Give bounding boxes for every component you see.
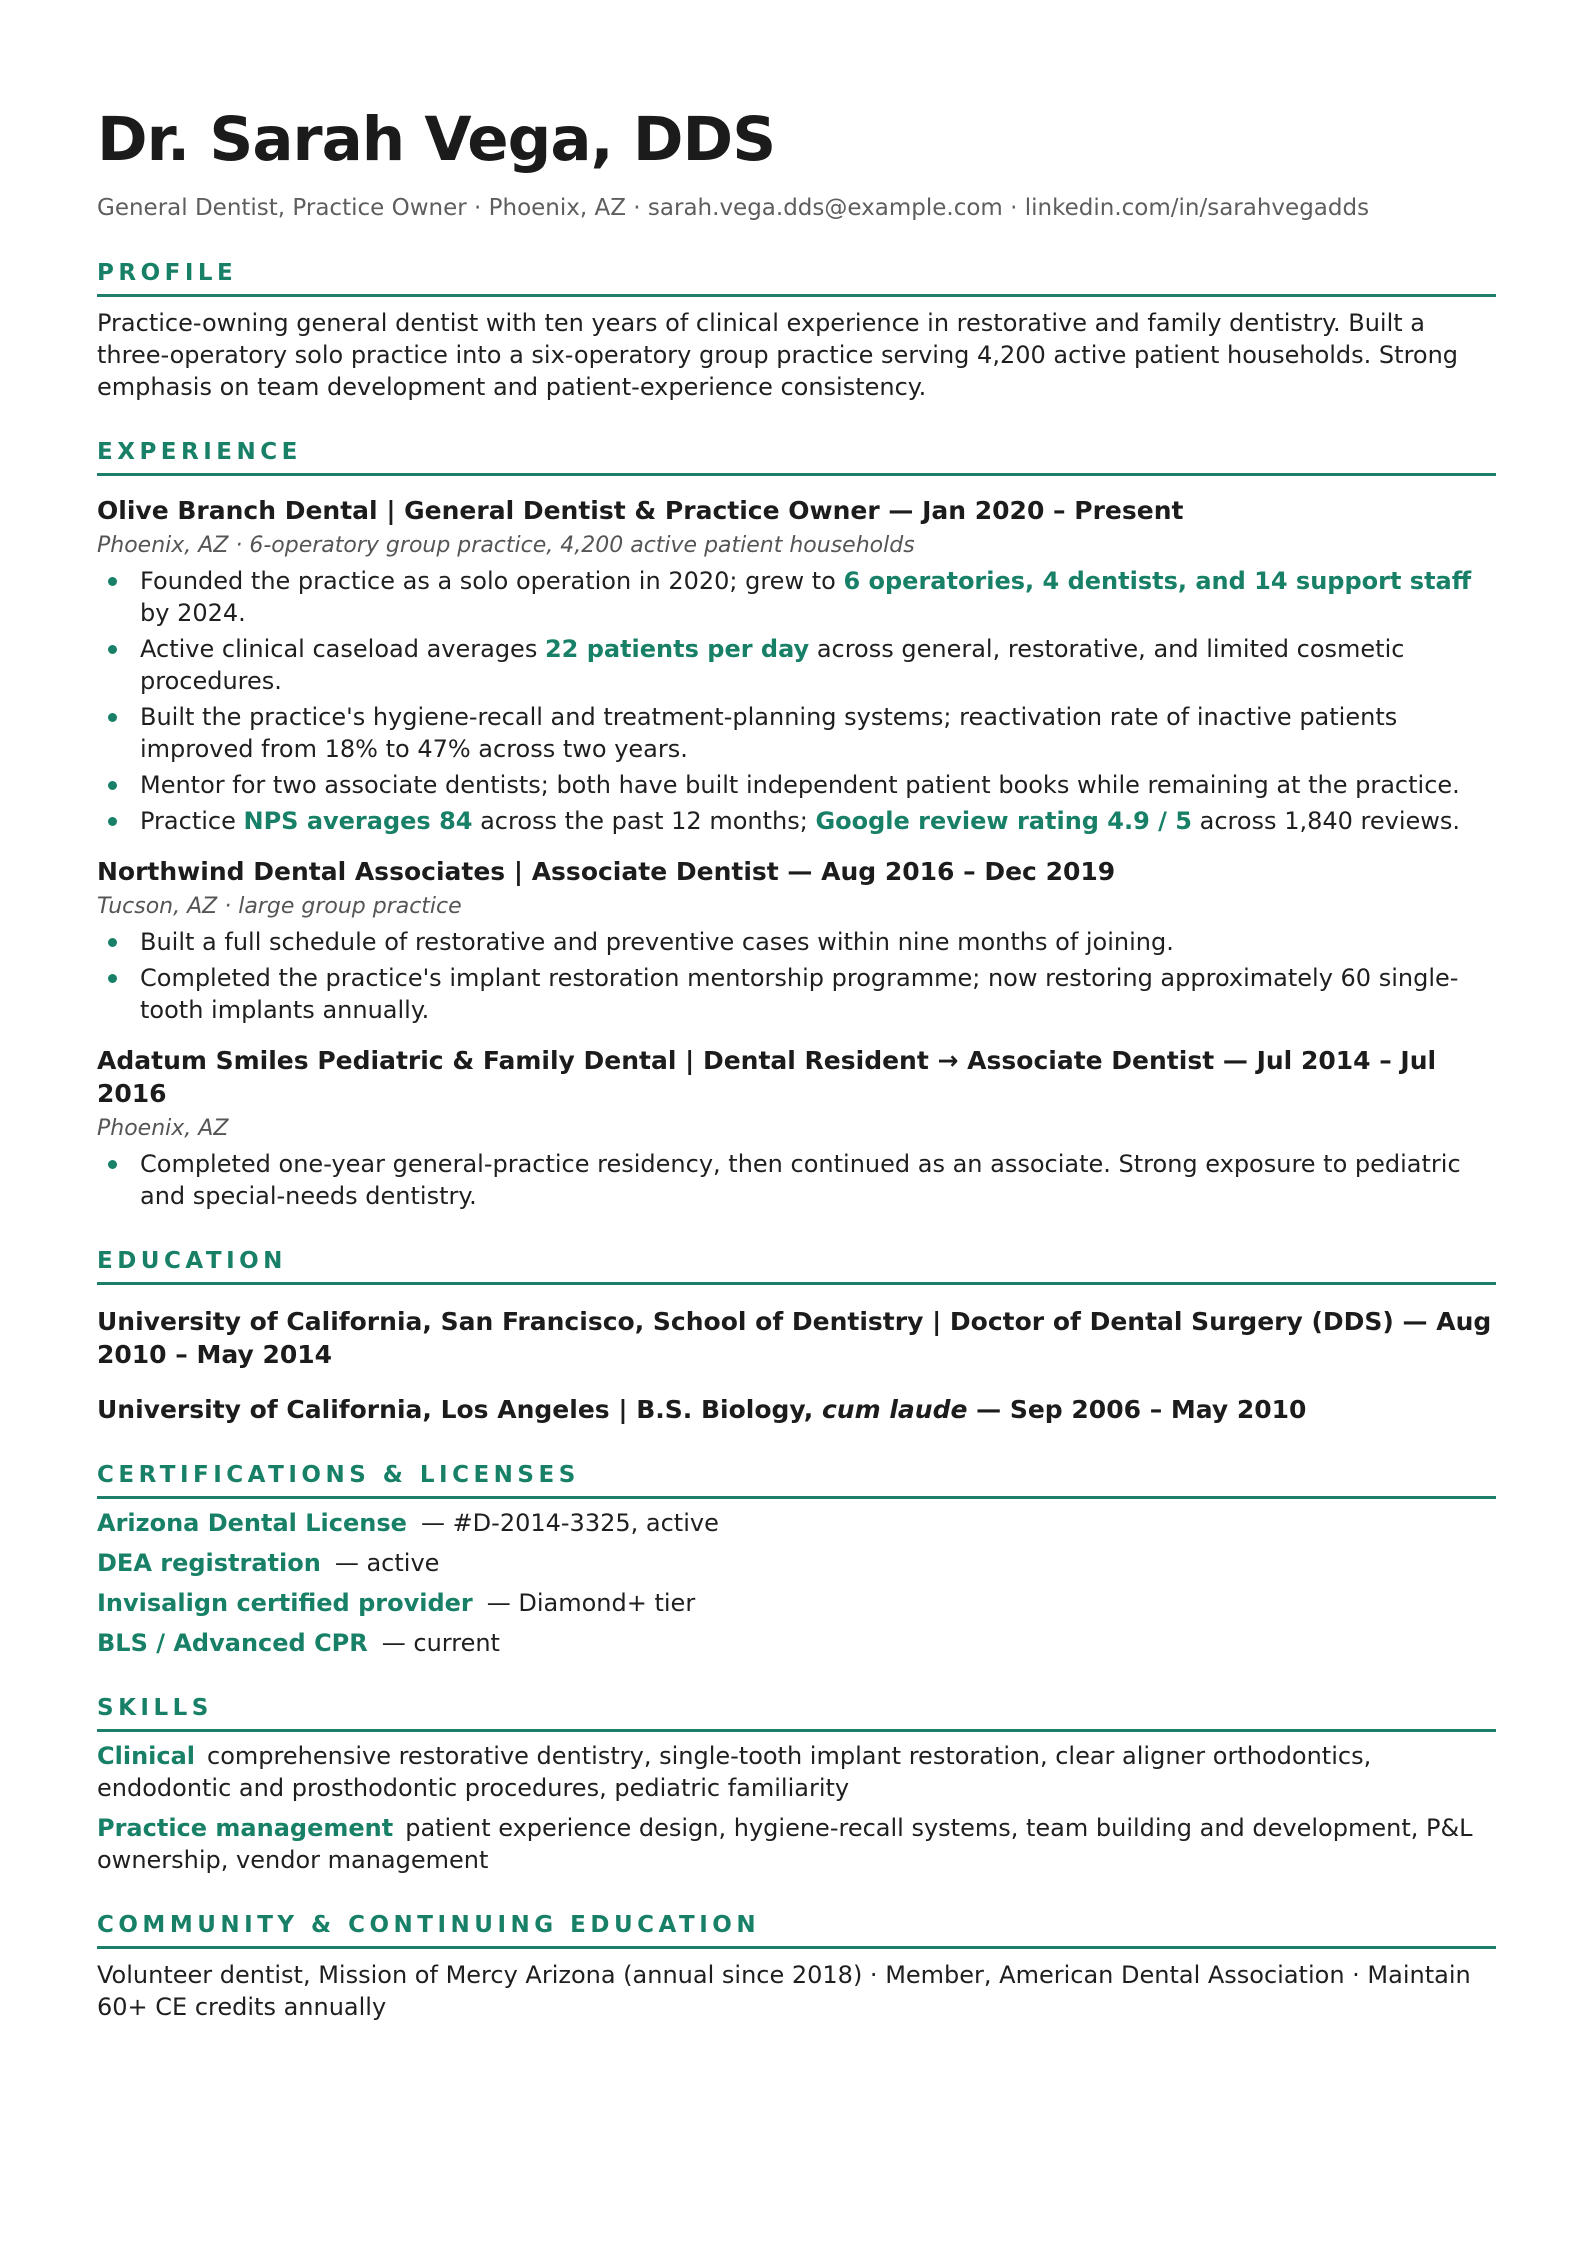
certification-item [97, 1627, 1496, 1659]
community-text: Volunteer dentist, Mission of Mercy Arizona (annual since 2018) · Member, American Dental Association · Maintain 60+ CE credits annually [97, 1961, 1471, 2021]
certification-item [97, 1587, 1496, 1619]
candidate-name: Dr. Sarah Vega, DDS [97, 104, 776, 175]
education-item: University of California, San Francisco, School of Dentistry | Doctor of Dental Surgery (DDS) — Aug 2010 – May 2014 [97, 1307, 1492, 1369]
bullet-item: Built the practice's hygiene-recall and treatment-planning systems; reactivation rate of inactive patients improved from 18% to 47% across two years. [97, 701, 1496, 765]
certification-detail: — #D-2014-3325, active [420, 1509, 719, 1537]
skill-group [97, 1812, 1496, 1876]
skill-group-name: Clinical [97, 1742, 196, 1770]
highlight: 6 operatories, 4 dentists, and 14 support staff [843, 567, 1472, 595]
job-entry [97, 855, 1496, 1026]
bullet-item: Mentor for two associate dentists; both have built independent patient books while remaining at the practice. [97, 769, 1496, 801]
community-section [97, 1910, 1496, 2023]
bullet-item: Completed the practice's implant restoration mentorship programme; now restoring approximately 60 single-tooth implants annually. [97, 962, 1496, 1026]
skill-group-detail: patient experience design, hygiene-recall systems, team building and development, P&L ownership, vendor management [97, 1814, 1473, 1874]
bullet-item: Built a full schedule of restorative and preventive cases within nine months of joining. [97, 926, 1496, 958]
certification-detail: — current [381, 1629, 500, 1657]
bullet-dot [108, 1160, 117, 1169]
bullet-item: Completed one-year general-practice residency, then continued as an associate. Strong exposure to pediatric and special-needs dentistry. [97, 1148, 1496, 1212]
bullet-dot [108, 781, 117, 790]
bullet-dot [108, 577, 117, 586]
highlight: 22 patients per day [544, 635, 810, 663]
highlight: Google review rating 4.9 / 5 [815, 807, 1192, 835]
education-section [97, 1246, 1496, 1426]
bullet-dot [108, 974, 117, 983]
section-title-education: EDUCATION [97, 1246, 1496, 1285]
job-meta: Tucson, AZ · large group practice [97, 894, 462, 919]
bullet-dot [108, 938, 117, 947]
skill-group [97, 1740, 1496, 1804]
job-entry [97, 494, 1496, 837]
bullet-dot [108, 817, 117, 826]
education-item: University of California, Los Angeles | B.S. Biology, cum laude — Sep 2006 – May 2010 [97, 1395, 1307, 1424]
section-title-skills: SKILLS [97, 1693, 1496, 1732]
certification-name: DEA registration [97, 1549, 321, 1577]
bullet-item: Practice NPS averages 84 across the past 12 months; Google review rating 4.9 / 5 across 1,840 reviews. [97, 805, 1496, 837]
job-meta: Phoenix, AZ [97, 1116, 229, 1141]
job-bullets [97, 565, 1496, 837]
certification-name: BLS / Advanced CPR [97, 1629, 368, 1657]
job-bullets [97, 926, 1496, 1026]
certification-name: Arizona Dental License [97, 1509, 407, 1537]
certification-item [97, 1507, 1496, 1539]
section-title-profile: PROFILE [97, 258, 1496, 297]
bullet-dot [108, 713, 117, 722]
job-heading: Olive Branch Dental | General Dentist & Practice Owner — Jan 2020 – Present [97, 496, 1184, 525]
job-entry [97, 1044, 1496, 1212]
certification-item [97, 1547, 1496, 1579]
job-heading: Adatum Smiles Pediatric & Family Dental | Dental Resident → Associate Dentist — Jul 2014 – Jul 2016 [97, 1046, 1437, 1108]
section-title-experience: EXPERIENCE [97, 437, 1496, 476]
honors: cum laude [821, 1395, 968, 1424]
certifications-section [97, 1460, 1496, 1659]
highlight: NPS averages 84 [243, 807, 473, 835]
skills-section [97, 1693, 1496, 1876]
job-heading: Northwind Dental Associates | Associate Dentist — Aug 2016 – Dec 2019 [97, 857, 1116, 886]
certification-detail: — active [334, 1549, 440, 1577]
job-meta: Phoenix, AZ · 6-operatory group practice, 4,200 active patient households [97, 533, 915, 558]
certification-name: Invisalign certified provider [97, 1589, 473, 1617]
skill-group-name: Practice management [97, 1814, 394, 1842]
bullet-item: Founded the practice as a solo operation in 2020; grew to 6 operatories, 4 dentists, and 14 support staff by 2024. [97, 565, 1496, 629]
certification-detail: — Diamond+ tier [486, 1589, 696, 1617]
contact-line: General Dentist, Practice Owner · Phoenix, AZ · sarah.vega.dds@example.com · linkedin.com/in/sarahvegadds [97, 195, 1370, 221]
profile-summary: Practice-owning general dentist with ten years of clinical experience in restorative and family dentistry. Built a three-operatory solo practice into a six-operatory group practice serving 4,200 active patient households. Strong emphasis on team development and patient-experience consistency. [97, 309, 1459, 401]
section-title-community: COMMUNITY & CONTINUING EDUCATION [97, 1910, 1496, 1949]
section-title-certifications: CERTIFICATIONS & LICENSES [97, 1460, 1496, 1499]
skill-group-detail: comprehensive restorative dentistry, single-tooth implant restoration, clear aligner orthodontics, endodontic and prosthodontic procedures, pediatric familiarity [97, 1742, 1372, 1802]
bullet-item: Active clinical caseload averages 22 patients per day across general, restorative, and limited cosmetic procedures. [97, 633, 1496, 697]
bullet-dot [108, 645, 117, 654]
experience-section [97, 437, 1496, 1212]
job-bullets [97, 1148, 1496, 1212]
profile-section [97, 258, 1496, 403]
